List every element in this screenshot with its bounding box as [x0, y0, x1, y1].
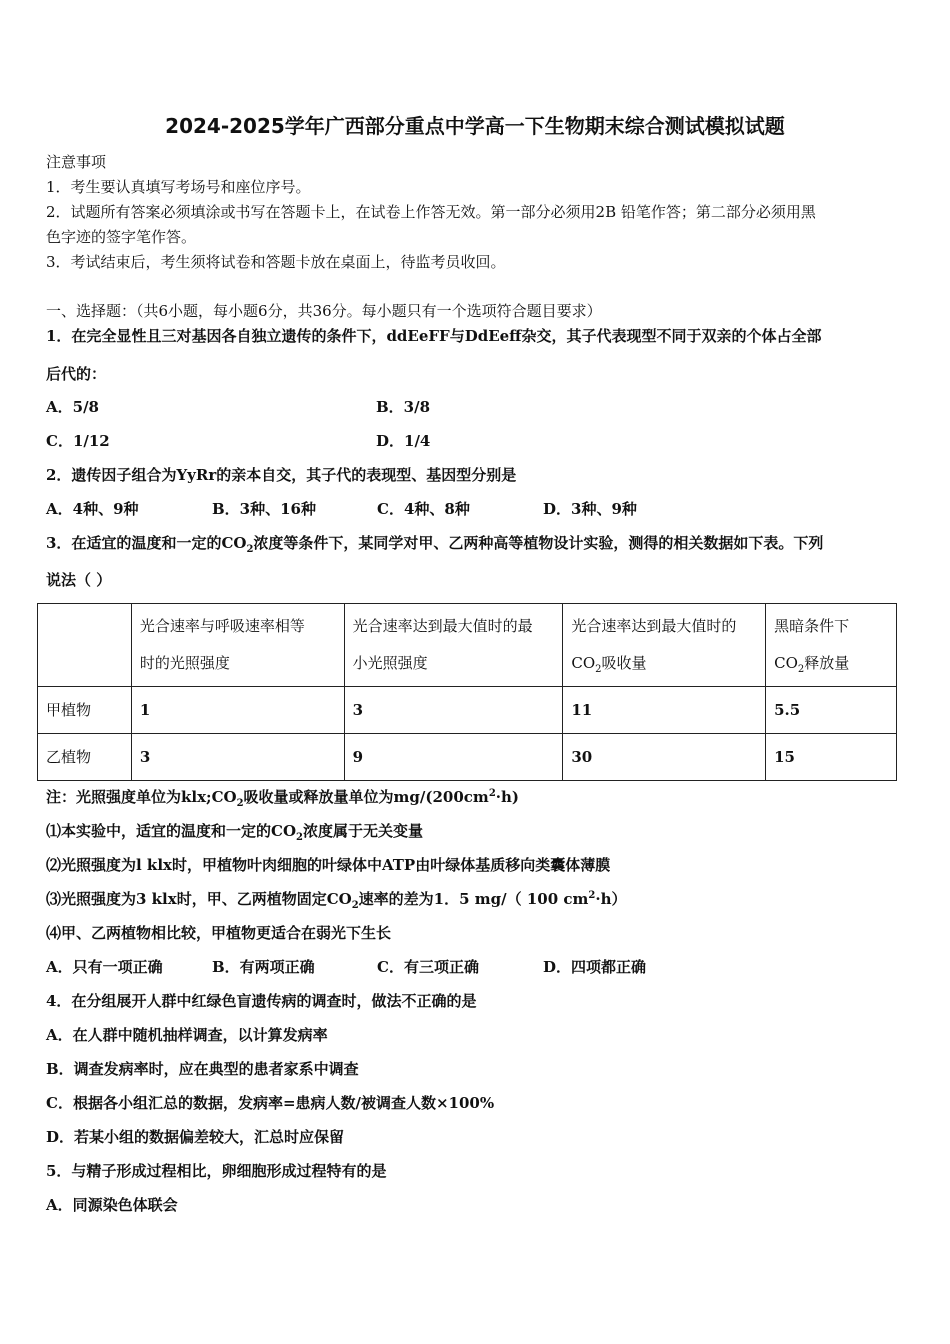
notice-item: 1．考生要认真填写考场号和座位序号。: [46, 178, 311, 196]
question-3-stem-cont: 说法（ ）: [46, 571, 112, 589]
question-2-option-c: C．4种、8种: [377, 500, 470, 518]
question-1-stem-cont: 后代的：: [46, 365, 107, 383]
question-3-option-d: D．四项都正确: [543, 958, 647, 976]
statement-2: ⑵光照强度为l klx时，甲植物叶肉细胞的叶绿体中ATP由叶绿体基质移向类囊体薄膜: [46, 856, 611, 874]
question-3-option-b: B．有两项正确: [212, 958, 315, 976]
table-header-cell: [38, 604, 132, 687]
table-cell: 3: [131, 734, 344, 781]
question-2-option-d: D．3种、9种: [543, 500, 637, 518]
table-header-cell: 光合速率与呼吸速率相等 时的光照强度: [131, 604, 344, 687]
notice-item: 2．试题所有答案必须填涂或书写在答题卡上，在试卷上作答无效。第一部分必须用2B 铅笔作答；第二部分必须用黑: [46, 203, 816, 221]
question-5-option-a: A．同源染色体联会: [46, 1196, 178, 1214]
table-cell: 乙植物: [38, 734, 132, 781]
table-cell: 甲植物: [38, 687, 132, 734]
statement-3: ⑶光照强度为3 klx时，甲、乙两植物固定$CO_2$速率的差为1．5 mg/（ 100 $cm^2\cdot h$）: [46, 890, 627, 911]
page-title: 2024-2025学年广西部分重点中学高一下生物期末综合测试模拟试题: [165, 114, 785, 138]
table-header-row: [38, 604, 897, 687]
table-header-cell: 光合速率达到最大值时的 $CO_2$吸收量: [563, 604, 766, 687]
statement-1: ⑴本实验中，适宜的温度和一定的$CO_2$浓度属于无关变量: [46, 822, 423, 843]
table-cell: 15: [766, 734, 897, 781]
table-row: [38, 734, 897, 781]
table-cell: 5.5: [766, 687, 897, 734]
question-1-option-c: C．1/12: [46, 432, 110, 450]
statement-4: ⑷甲、乙两植物相比较，甲植物更适合在弱光下生长: [46, 924, 392, 942]
question-1-option-a: A．5/8: [46, 398, 99, 416]
question-3-option-a: A．只有一项正确: [46, 958, 163, 976]
notice-item: 色字迹的签字笔作答。: [46, 228, 197, 246]
question-3-option-c: C．有三项正确: [377, 958, 479, 976]
question-3-stem: 3．在适宜的温度和一定的$CO_2$浓度等条件下，某同学对甲、乙两种高等植物设计实验，测得的相关数据如下表。下列: [46, 534, 824, 555]
question-4-option-d: D．若某小组的数据偏差较大，汇总时应保留: [46, 1128, 345, 1146]
table-header-cell: 光合速率达到最大值时的最 小光照强度: [344, 604, 563, 687]
question-2-option-b: B．3种、16种: [212, 500, 316, 518]
question-1-option-d: D．1/4: [376, 432, 431, 450]
table-cell: 1: [131, 687, 344, 734]
question-5-stem: 5．与精子形成过程相比，卵细胞形成过程特有的是: [46, 1162, 387, 1180]
notice-item: 3．考试结束后，考生须将试卷和答题卡放在桌面上，待监考员收回。: [46, 253, 506, 271]
table-row: [38, 687, 897, 734]
question-4-stem: 4．在分组展开人群中红绿色盲遗传病的调查时，做法不正确的是: [46, 992, 477, 1010]
question-4-option-c: C．根据各小组汇总的数据，发病率=患病人数/被调查人数×100%: [46, 1094, 495, 1112]
section-heading: 一、选择题：（共6小题，每小题6分，共36分。每小题只有一个选项符合题目要求）: [46, 302, 602, 320]
question-4-option-a: A．在人群中随机抽样调查，以计算发病率: [46, 1026, 328, 1044]
table-header-cell: 黑暗条件下 $CO_2$释放量: [766, 604, 897, 687]
question-1-stem: 1．在完全显性且三对基因各自独立遗传的条件下，ddEeFF与DdEeff杂交，其子代表现型不同于双亲的个体占全部: [46, 327, 822, 345]
notice-heading: 注意事项: [46, 153, 107, 171]
question-1-option-b: B．3/8: [376, 398, 431, 416]
table-cell: 11: [563, 687, 766, 734]
table-note: 注：光照强度单位为$klx;CO_2$吸收量或释放量单位为$mg/(200cm^2\cdot h)$: [46, 788, 520, 809]
table-cell: 30: [563, 734, 766, 781]
table-cell: 3: [344, 687, 563, 734]
data-table: [37, 603, 897, 781]
table-cell: 9: [344, 734, 563, 781]
question-4-option-b: B．调查发病率时，应在典型的患者家系中调查: [46, 1060, 359, 1078]
question-2-option-a: A．4种、9种: [46, 500, 139, 518]
question-2-stem: 2．遗传因子组合为YyRr的亲本自交，其子代的表现型、基因型分别是: [46, 466, 517, 484]
